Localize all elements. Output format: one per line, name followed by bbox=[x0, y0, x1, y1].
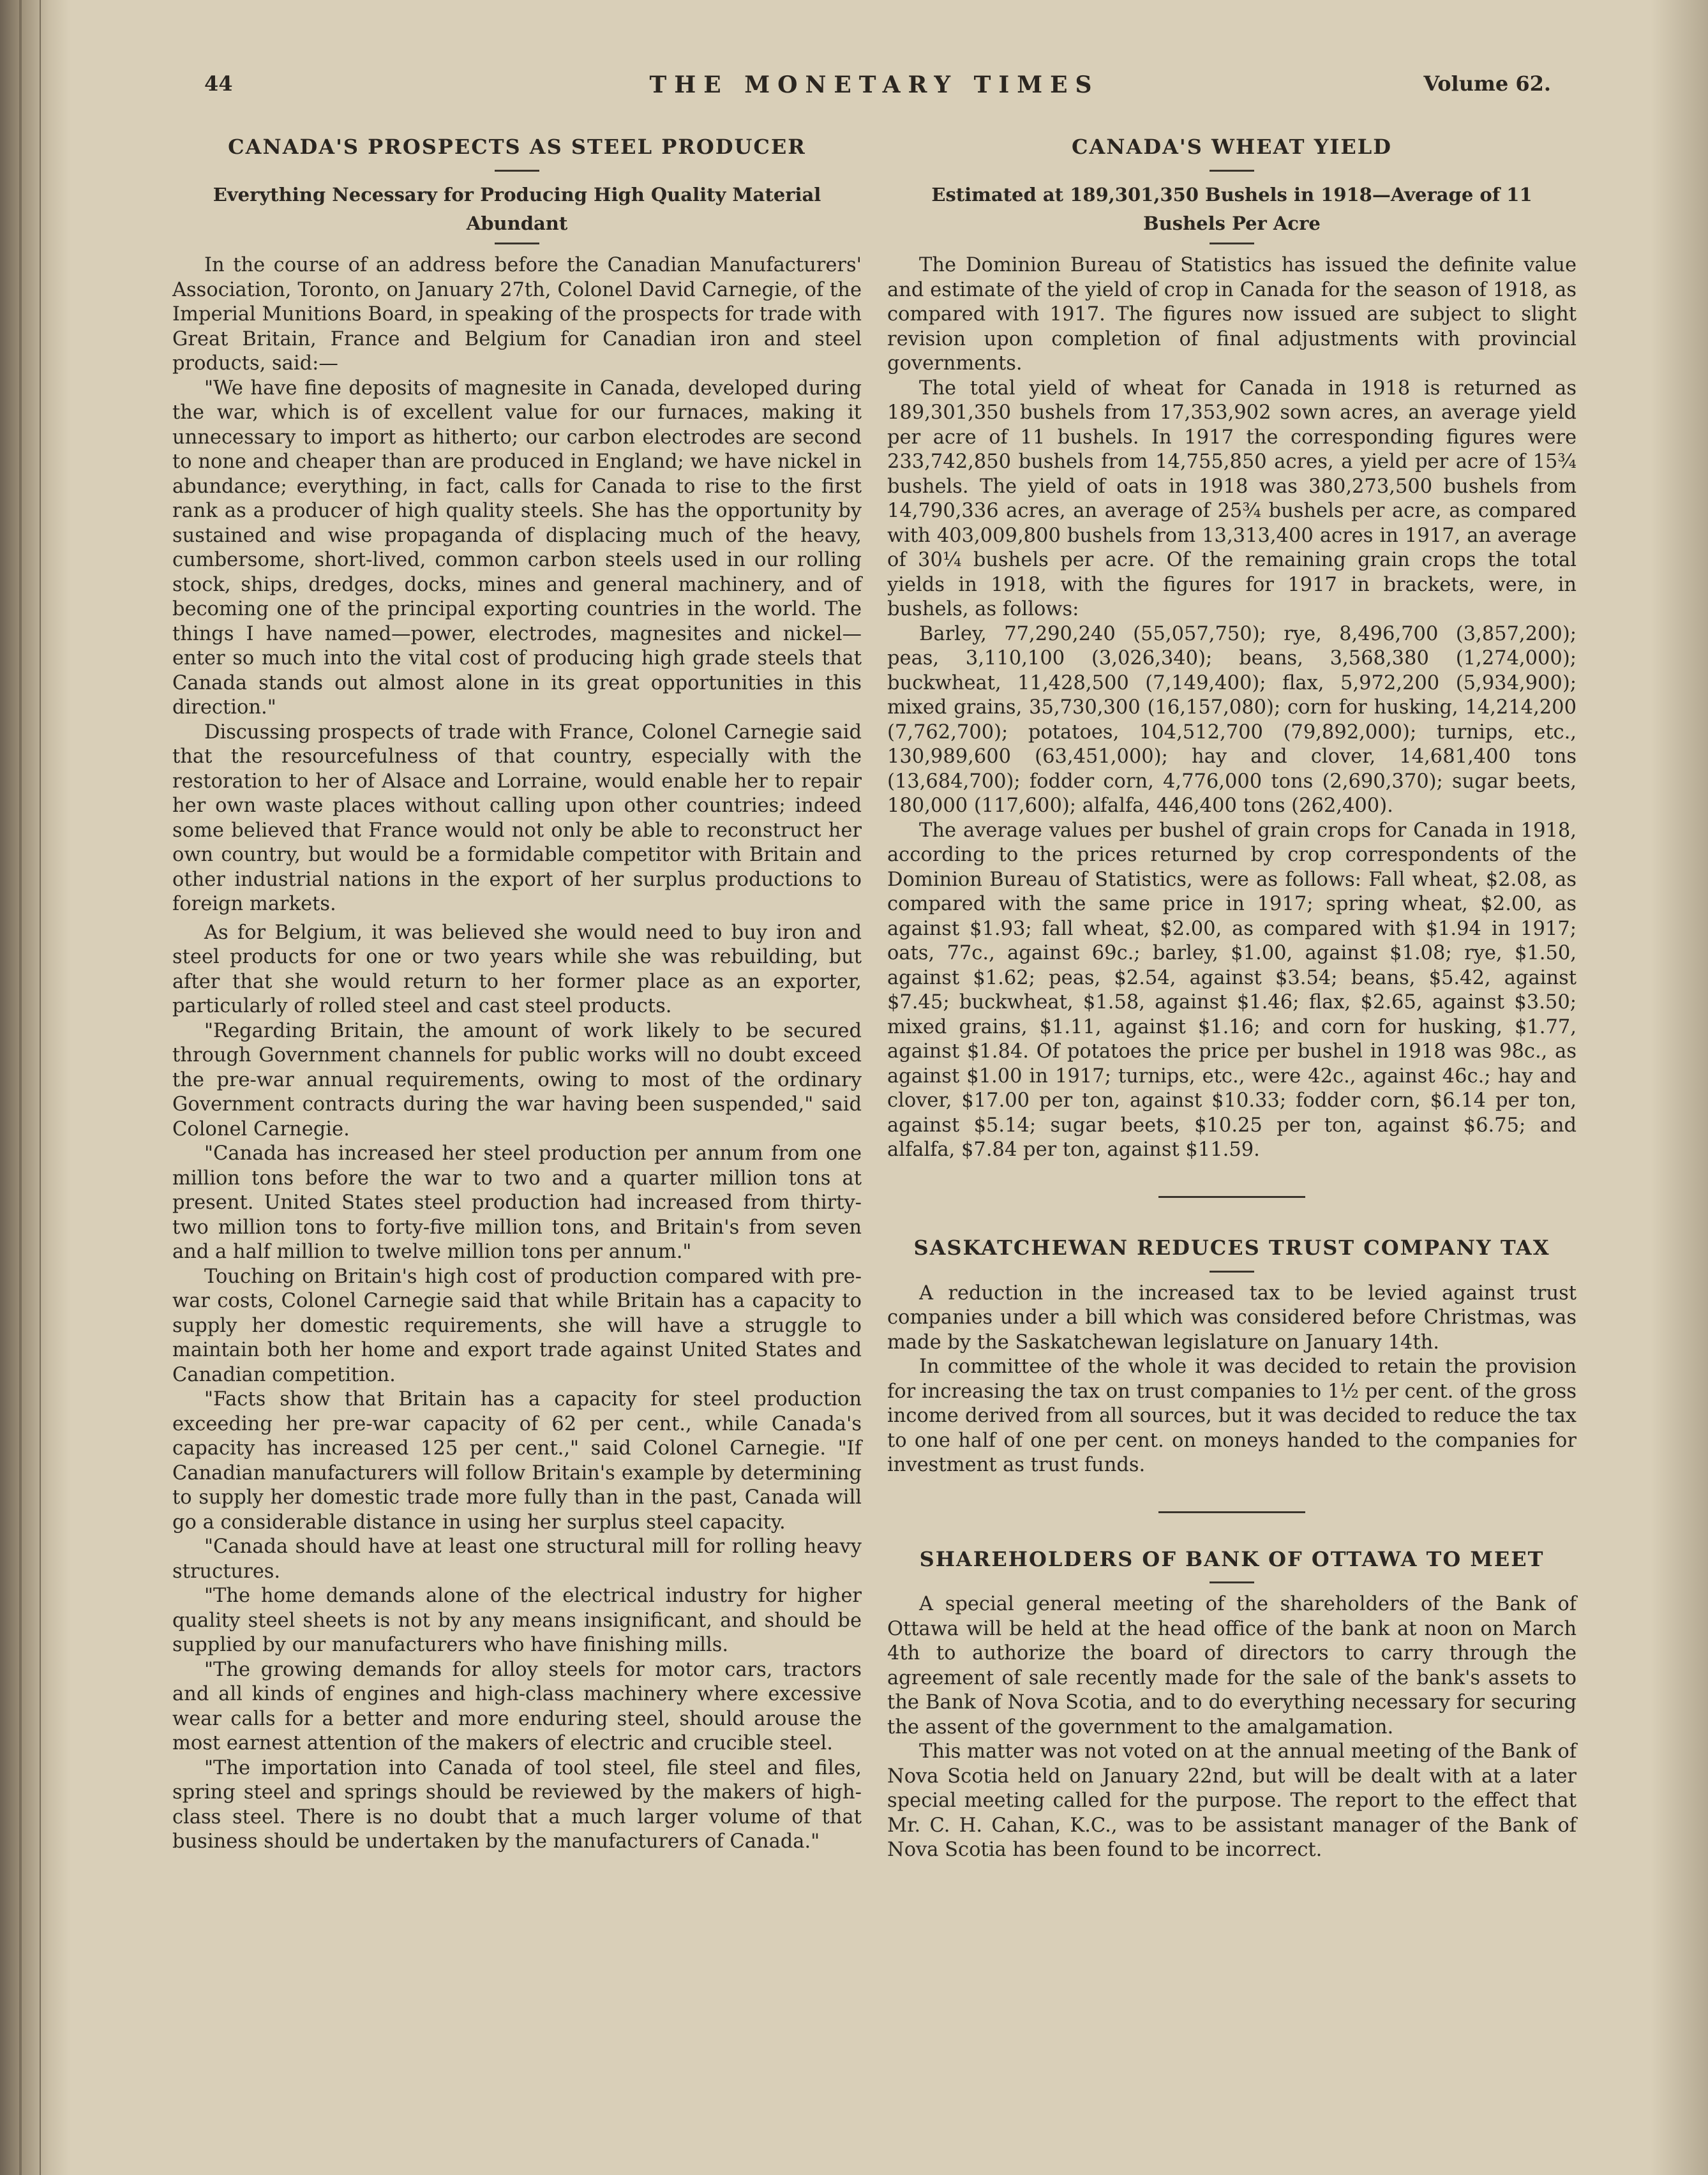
page-edge-shadow bbox=[1651, 0, 1708, 2175]
subtitle-rule bbox=[1210, 243, 1254, 244]
volume-label: Volume 62. bbox=[1423, 71, 1551, 96]
article-paragraph: The Dominion Bureau of Statistics has issued the definite value and estimate of the yield of crop in Canada for the season of 1918, as compared with 1917. The figures now issued are subject to slight revision upon completion of final adjustments with provincial governments. bbox=[887, 254, 1577, 375]
article-title: CANADA'S WHEAT YIELD bbox=[1071, 135, 1393, 159]
right-column bbox=[887, 134, 1577, 1863]
article-paragraph: Barley, 77,290,240 (55,057,750); rye, 8,496,700 (3,857,200); peas, 3,110,100 (3,026,340); beans, 3,568,380 (1,274,000); buckwheat, 11,428,500 (7,149,400); flax, 5,972,200 (5,934,900); mixed grains, 35,730,300 (16,157,080); corn for husking, 14,214,200 (7,762,700); potatoes, 104,512,700 (79,892,000); turnips, etc., 130,989,600 (63,451,000); hay and clover, 14,681,400 tons (13,684,700); fodder corn, 4,776,000 tons (2,690,370); sugar beets, 180,000 (117,600); alfalfa, 446,400 tons (262,400). bbox=[887, 622, 1577, 818]
article-paragraph: "The home demands alone of the electrical industry for higher quality steel sheets is not by any means insignificant, and should be supplied by our manufacturers who have finishing mills. bbox=[172, 1585, 862, 1657]
article-paragraph: "We have fine deposits of magnesite in Canada, developed during the war, which is of excellent value for our furnaces, making it unnecessary to import as hitherto; our carbon electrodes are second to none and cheaper than are produced in England; we have nickel in abundance; everything, in fact, calls for Canada to rise to the first rank as a producer of high quality steels. She has the opportunity by sustained and wise propaganda of displacing much of the heavy, cumbersome, short-lived, common carbon steels used in our rolling stock, ships, dredges, docks, mines and general machinery, and of becoming one of the principal exporting countries in the world. The things I have named—power, electrodes, magnesites and nickel—enter so much into the vital cost of producing high grade steels that Canada stands out almost alone in its great opportunities in this direction." bbox=[172, 377, 862, 719]
section-divider bbox=[1158, 1196, 1305, 1198]
article-subtitle: Everything Necessary for Producing High Quality Material Abundant bbox=[213, 183, 821, 234]
article-paragraph: "Facts show that Britain has a capacity for steel production exceeding her pre-war capacity of 62 per cent., while Canada's capacity has increased 125 per cent.," said Colonel Carnegie. "If Canadian manufacturers will follow Britain's example by determining to supply her domestic trade more fully than in the past, Canada will go a considerable distance in using her surplus steel capacity. bbox=[172, 1388, 862, 1534]
book-binding bbox=[0, 0, 70, 2175]
article-paragraph: The average values per bushel of grain crops for Canada in 1918, according to the prices returned by crop correspondents of the Dominion Bureau of Statistics, were as follows: Fall wheat, $2.08, as compared with the same price in 1917; spring wheat, $2.00, as against $1.93; fall wheat, $2.00, as compared with $1.94 in 1917; oats, 77c., against 69c.; barley, $1.00, against $1.08; rye, $1.50, against $1.62; peas, $2.54, against $3.54; beans, $5.42, against $7.45; buckwheat, $1.58, against $1.46; flax, $2.65, against $3.50; mixed grains, $1.11, against $1.16; and corn for husking, $1.77, against $1.84. Of potatoes the price per bushel in 1918 was 98c., as against $1.00 in 1917; turnips, etc., were 42c., against 46c.; hay and clover, $17.00 per ton, against $10.33; fodder corn, $6.14 per ton, against $5.14; sugar beets, $10.25 per ton, against $6.75; and alfalfa, $7.84 per ton, against $11.59. bbox=[887, 819, 1577, 1162]
binding-crease bbox=[40, 0, 41, 2175]
article-subtitle: Estimated at 189,301,350 Bushels in 1918—Average of 11 Bushels Per Acre bbox=[931, 183, 1532, 234]
left-column bbox=[172, 134, 862, 1855]
article-paragraph: "The growing demands for alloy steels for motor cars, tractors and all kinds of engines and high-class machinery where excessive wear calls for a better and more enduring steel, should arouse the most earnest attention of the makers of electric and crucible steel. bbox=[172, 1658, 862, 1755]
page-number: 44 bbox=[204, 71, 233, 96]
article-paragraph: This matter was not voted on at the annual meeting of the Bank of Nova Scotia held on January 22nd, but will be dealt with at a later special meeting called for the purpose. The report to the effect that Mr. C. H. Cahan, K.C., was to be assistant manager of the Bank of Nova Scotia has been found to be incorrect. bbox=[887, 1740, 1577, 1862]
section-divider bbox=[1158, 1511, 1305, 1513]
article-paragraph: Touching on Britain's high cost of production compared with pre-war costs, Colonel Carnegie said that while Britain has a capacity to supply her domestic requirements, she will have a struggle to maintain both her home and export trade against United States and Canadian competition. bbox=[172, 1265, 862, 1386]
title-rule bbox=[1210, 170, 1254, 172]
publication-title: THE MONETARY TIMES bbox=[649, 71, 1100, 98]
article-paragraph: The total yield of wheat for Canada in 1918 is returned as 189,301,350 bushels from 17,353,902 sown acres, an average yield per acre of 11 bushels. In 1917 the corresponding figures were 233,742,850 bushels from 14,755,850 acres, a yield per acre of 15¾ bushels. The yield of oats in 1918 was 380,273,500 bushels from 14,790,336 acres, an average of 25¾ bushels per acre, as compared with 403,009,800 bushels from 13,313,400 acres in 1917, an average of 30¼ bushels per acre. Of the remaining grain crops the total yields in 1918, with the figures for 1917 in brackets, were, in bushels, as follows: bbox=[887, 377, 1577, 621]
article-paragraph: In the course of an address before the Canadian Manufacturers' Association, Toronto, on January 27th, Colonel David Carnegie, of the Imperial Munitions Board, in speaking of the prospects for trade with Great Britain, France and Belgium for Canadian iron and steel products, said:— bbox=[172, 254, 862, 375]
article-paragraph: "Canada has increased her steel production per annum from one million tons before the war to two and a quarter million tons at present. United States steel production had increased from thirty-two million tons to forty-five million tons, and Britain's from seven and a half million to twelve million tons per annum." bbox=[172, 1142, 862, 1264]
article-title: SHAREHOLDERS OF BANK OF OTTAWA TO MEET bbox=[919, 1546, 1545, 1571]
article-paragraph: "The importation into Canada of tool steel, file steel and files, spring steel and springs should be reviewed by the makers of high-class steel. There is no doubt that a much larger volume of that business should be undertaken by the manufacturers of Canada." bbox=[172, 1756, 862, 1853]
subtitle-rule bbox=[495, 243, 539, 244]
article-paragraph: In committee of the whole it was decided to retain the provision for increasing the tax on trust companies to 1½ per cent. of the gross income derived from all sources, but it was decided to reduce the tax to one half of one per cent. on moneys handed to the companies for investment as trust funds. bbox=[887, 1356, 1577, 1477]
article-paragraph: "Canada should have at least one structural mill for rolling heavy structures. bbox=[172, 1536, 862, 1583]
article-paragraph: A reduction in the increased tax to be levied against trust companies under a bill which was considered before Christmas, was made by the Saskatchewan legislature on January 14th. bbox=[887, 1282, 1577, 1354]
article-title: CANADA'S PROSPECTS AS STEEL PRODUCER bbox=[228, 135, 806, 159]
binding-crease bbox=[19, 0, 22, 2175]
title-rule bbox=[495, 170, 539, 172]
article-paragraph: As for Belgium, it was believed she would need to buy iron and steel products for one or two years while she was rebuilding, but after that she would return to her former place as an exporter, particularly of rolled steel and cast steel products. bbox=[172, 921, 862, 1018]
article-title: SASKATCHEWAN REDUCES TRUST COMPANY TAX bbox=[913, 1235, 1550, 1260]
title-rule bbox=[1210, 1581, 1254, 1583]
running-head bbox=[160, 71, 1589, 110]
article-paragraph: "Regarding Britain, the amount of work likely to be secured through Government channels for public works will no doubt exceed the pre-war annual requirements, owing to most of the ordinary Government contracts during the war having been suspended," said Colonel Carnegie. bbox=[172, 1019, 862, 1140]
article-paragraph: Discussing prospects of trade with France, Colonel Carnegie said that the resourcefulness of that country, especially with the restoration to her of Alsace and Lorraine, would enable her to repair her own waste places without calling upon other countries; indeed some believed that France would not only be able to reconstruct her own country, but would be a formidable competitor with Britain and other industrial nations in the export of her surplus productions to foreign markets. bbox=[172, 721, 862, 916]
newspaper-page bbox=[160, 64, 1589, 2132]
title-rule bbox=[1210, 1271, 1254, 1273]
article-paragraph: A special general meeting of the shareholders of the Bank of Ottawa will be held at the head office of the bank at noon on March 4th to authorize the board of directors to carry through the agreement of sale recently made for the sale of the bank's assets to the Bank of Nova Scotia, and to do everything necessary for securing the assent of the government to the amalgamation. bbox=[887, 1593, 1577, 1738]
